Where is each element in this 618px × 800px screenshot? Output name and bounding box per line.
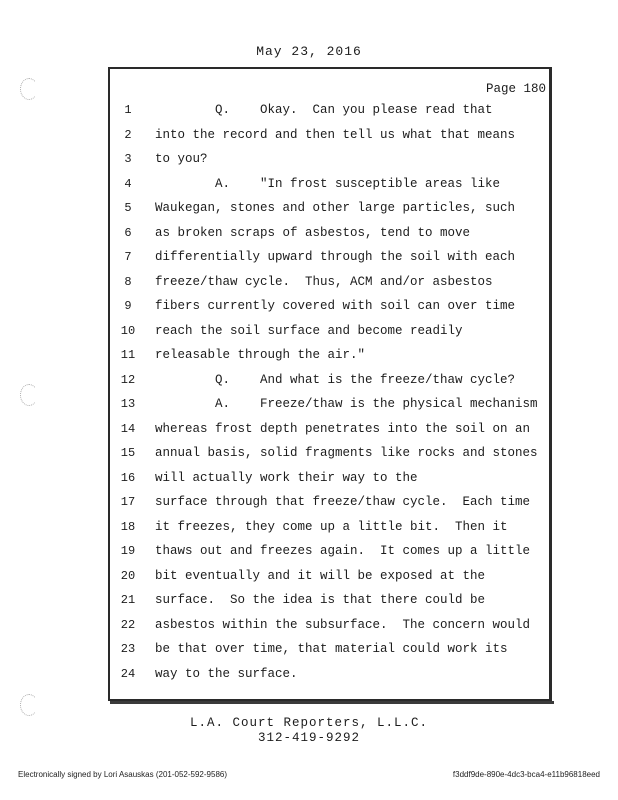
transcript-line [110, 226, 550, 250]
line-number: 16 [120, 470, 136, 485]
line-number: 22 [120, 617, 136, 632]
line-number: 4 [124, 176, 132, 191]
line-text: surface. So the idea is that there could be [155, 593, 486, 607]
transcript-line [110, 642, 550, 666]
line-number: 13 [120, 397, 136, 411]
transcript-line [110, 593, 550, 617]
line-number: 8 [124, 274, 132, 289]
line-number: 10 [120, 323, 136, 338]
line-number: 9 [124, 299, 132, 313]
transcript-line [110, 250, 550, 274]
transcript-line [110, 373, 550, 397]
transcript-line [110, 201, 550, 225]
line-text: surface through that freeze/thaw cycle. Each time [155, 495, 531, 509]
line-number: 11 [120, 348, 136, 362]
transcript-line [110, 348, 550, 372]
transcript-line [110, 177, 550, 201]
document-id: f3ddf9de-890e-4dc3-bca4-e11b96818eed [452, 770, 600, 779]
line-text: as broken scraps of asbestos, tend to move [155, 225, 471, 240]
transcript-line [110, 128, 550, 152]
line-number: 17 [120, 495, 136, 509]
punch-hole-mark [20, 384, 38, 406]
transcript-line [110, 520, 550, 544]
transcript-line [110, 275, 550, 299]
line-number: 12 [120, 372, 136, 387]
reporter-phone: 312-419-9292 [257, 731, 360, 745]
transcript-line [110, 397, 550, 421]
line-text: to you? [155, 152, 208, 166]
reporter-company: L.A. Court Reporters, L.L.C. [189, 716, 429, 730]
electronic-signature: Electronically signed by Lori Asauskas (201-052-592-9586) [18, 770, 228, 779]
line-text: freeze/thaw cycle. Thus, ACM and/or asbestos [155, 274, 493, 289]
line-text: differentially upward through the soil with each [155, 250, 516, 264]
line-number: 19 [120, 544, 136, 558]
transcript-line [110, 471, 550, 495]
line-text: A. "In frost susceptible areas like [155, 176, 501, 191]
line-number: 23 [120, 642, 136, 656]
line-number: 3 [124, 152, 132, 166]
line-text: A. Freeze/thaw is the physical mechanism [155, 397, 538, 411]
line-text: bit eventually and it will be exposed at the [155, 568, 486, 583]
line-number: 5 [124, 201, 132, 215]
line-text: Q. And what is the freeze/thaw cycle? [155, 372, 516, 387]
line-number: 18 [120, 519, 136, 534]
punch-hole-mark [20, 78, 38, 100]
line-number: 21 [120, 593, 136, 607]
transcript-line [110, 667, 550, 691]
frame-shadow [110, 701, 554, 704]
line-text: it freezes, they come up a little bit. Then it [155, 519, 508, 534]
header-date: May 23, 2016 [256, 44, 362, 59]
line-text: annual basis, solid fragments like rocks and stones [155, 446, 538, 460]
line-text: Waukegan, stones and other large particles, such [155, 201, 516, 215]
line-number: 20 [120, 568, 136, 583]
punch-hole-mark [20, 694, 38, 716]
transcript-line [110, 422, 550, 446]
transcript-line [110, 446, 550, 470]
line-text: asbestos within the subsurface. The concern would [155, 617, 531, 632]
page-number: Page 180 [485, 82, 546, 96]
transcript-line [110, 495, 550, 519]
line-text: way to the surface. [155, 666, 298, 681]
transcript-line [110, 299, 550, 323]
line-text: be that over time, that material could work its [155, 642, 508, 656]
transcript-line [110, 544, 550, 568]
line-number: 14 [120, 421, 136, 436]
transcript-line [110, 152, 550, 176]
line-number: 6 [124, 225, 132, 240]
line-number: 24 [120, 666, 136, 681]
transcript-line [110, 324, 550, 348]
line-number: 7 [124, 250, 132, 264]
line-text: Q. Okay. Can you please read that [155, 103, 493, 117]
line-number: 1 [124, 103, 132, 117]
transcript-line [110, 618, 550, 642]
line-text: releasable through the air." [155, 348, 366, 362]
transcript-line [110, 569, 550, 593]
line-text: reach the soil surface and become readily [155, 323, 463, 338]
line-number: 15 [120, 446, 136, 460]
line-number: 2 [124, 127, 132, 142]
line-text: fibers currently covered with soil can over time [155, 299, 516, 313]
line-text: whereas frost depth penetrates into the soil on an [155, 421, 531, 436]
line-text: thaws out and freezes again. It comes up a little [155, 544, 531, 558]
transcript-line [110, 103, 550, 127]
line-text: will actually work their way to the [155, 470, 418, 485]
line-text: into the record and then tell us what that means [155, 127, 516, 142]
